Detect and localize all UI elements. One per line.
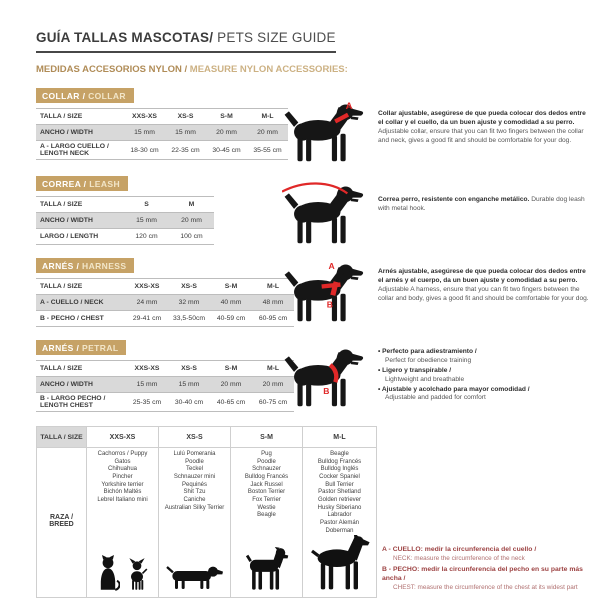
petral-cell: 25-35 cm xyxy=(126,393,168,412)
note-chest-en: CHEST: measure the circumference of the chest at its widest part xyxy=(393,583,578,591)
collar-row-label: A - LARGO CUELLO / LENGTH NECK xyxy=(36,141,124,160)
petral-size-header: XXS-XS xyxy=(126,361,168,377)
leash-badge-en: LEASH xyxy=(89,179,121,189)
petral-col-header: TALLA / SIZE xyxy=(36,361,126,377)
collar-size-header: S-M xyxy=(206,109,247,125)
leash-size-header: M xyxy=(169,197,214,213)
harness-size-header: M-L xyxy=(252,279,294,295)
harness-marker-b: B xyxy=(326,299,333,310)
collar-cell: 18-30 cm xyxy=(124,141,165,160)
leash-description xyxy=(378,196,592,214)
page-title-en: PETS SIZE GUIDE xyxy=(213,30,336,45)
collar-size-header: XS-S xyxy=(165,109,206,125)
page-title-es: GUÍA TALLAS MASCOTAS/ xyxy=(36,30,214,45)
petral-cell: 30-40 cm xyxy=(168,393,210,412)
harness-cell: 40-59 cm xyxy=(210,311,252,327)
petral-feature-en: Perfect for obedience training xyxy=(385,356,472,364)
petral-cell: 60-75 cm xyxy=(252,393,294,412)
labrador-collar-icon xyxy=(282,100,368,164)
leash-section-badge xyxy=(36,176,128,191)
collar-desc-es: Collar ajustable, asegúrese de que pueda colocar dos dedos entre el collar y el cuello, da un buen ajuste y comodidad a su perro. xyxy=(378,110,586,126)
harness-size-header: XS-S xyxy=(168,279,210,295)
collar-desc-en: Adjustable collar, ensure that you can fit two fingers between the collar and neck, gives a good fit and should be comfortable for your dog. xyxy=(378,127,584,144)
cat-icon xyxy=(96,555,120,591)
leash-dog-illustration xyxy=(282,182,368,246)
page-subtitle-en: MEASURE NYLON ACCESSORIES: xyxy=(189,64,348,75)
collar-section-badge xyxy=(36,88,134,103)
harness-marker-a: A xyxy=(328,260,335,271)
breed-size-table xyxy=(36,426,377,598)
petral-feature xyxy=(378,386,592,404)
leash-cell: 100 cm xyxy=(169,229,214,245)
collar-dog-illustration xyxy=(282,100,368,164)
collar-col-header: TALLA / SIZE xyxy=(36,109,124,125)
harness-cell: 48 mm xyxy=(252,295,294,311)
harness-cell: 32 mm xyxy=(168,295,210,311)
petral-size-header: M-L xyxy=(252,361,294,377)
petral-cell: 20 mm xyxy=(252,377,294,393)
petral-feature xyxy=(378,367,592,385)
collar-cell: 15 mm xyxy=(124,125,165,141)
breed-list-m-l: Beagle Bulldog Francés Bulldog Inglés Cocker Spaniel Bull Terrier Pastor Shetland Golden retriever Husky Siberiano Labrador Pastor Alemán Doberman xyxy=(317,451,362,534)
petral-features xyxy=(378,348,592,404)
petral-feature-es: • Ligero y transpirable / xyxy=(378,367,592,376)
leash-col-header: TALLA / SIZE xyxy=(36,197,124,213)
collar-cell: 15 mm xyxy=(165,125,206,141)
petral-feature-es: • Perfecto para adiestramiento / xyxy=(378,348,592,357)
leash-desc-en: Durable dog leash with metal hook. xyxy=(378,196,585,212)
petral-cell: 15 mm xyxy=(126,377,168,393)
breed-cell-xs-s xyxy=(159,448,231,598)
collar-size-header: XXS-XS xyxy=(124,109,165,125)
breed-list-s-m: Pug Poodle Schnauzer Bulldog Francés Jack Russel Boston Terrier Fox Terrier Westie Beagle xyxy=(244,451,289,519)
note-neck-en: NECK: measure the circumference of the neck xyxy=(393,554,525,562)
labrador-harness-icon xyxy=(282,258,368,326)
leash-cell: 20 mm xyxy=(169,213,214,229)
harness-cell: 40 mm xyxy=(210,295,252,311)
measuring-notes xyxy=(382,546,598,595)
petral-marker-b: B xyxy=(323,386,330,397)
page-subtitle-es: MEDIDAS ACCESORIOS NYLON / xyxy=(36,64,190,75)
breed-size-header: XS-S xyxy=(159,427,231,448)
collar-size-table xyxy=(36,108,288,160)
page-title xyxy=(36,30,336,53)
petral-feature xyxy=(378,348,592,366)
page-subtitle xyxy=(36,64,348,75)
petral-row-label: ANCHO / WIDTH xyxy=(36,377,126,393)
collar-size-header: M-L xyxy=(247,109,288,125)
petral-dog-illustration xyxy=(282,342,368,412)
petral-size-header: S-M xyxy=(210,361,252,377)
petral-feature-es: • Ajustable y acolchado para mayor comodidad / xyxy=(378,386,592,395)
collar-badge-es: COLLAR / xyxy=(42,91,89,101)
petral-badge-es: ARNÉS / xyxy=(42,343,83,353)
leash-size-table xyxy=(36,196,214,245)
collar-badge-en: COLLAR xyxy=(88,91,126,101)
leash-cell: 120 cm xyxy=(124,229,169,245)
harness-row-label: B - PECHO / CHEST xyxy=(36,311,126,327)
collar-description xyxy=(378,110,592,146)
breed-row-label: RAZA / BREED xyxy=(49,513,74,528)
breed-cell-m-l xyxy=(303,448,377,598)
harness-cell: 29-41 cm xyxy=(126,311,168,327)
schnauzer-icon xyxy=(245,547,289,591)
collar-cell: 30-45 cm xyxy=(206,141,247,160)
petral-badge-en: PETRAL xyxy=(82,343,119,353)
breed-list-xxs-xs: Cachorros / Puppy Gatos Chihuahua Pincher Yorkshire terrier Bichón Maltés Lebrel Italiano mini xyxy=(97,451,148,504)
collar-cell: 22-35 cm xyxy=(165,141,206,160)
leash-size-header: S xyxy=(124,197,169,213)
harness-cell: 33,5-50cm xyxy=(168,311,210,327)
petral-cell: 40-65 cm xyxy=(210,393,252,412)
harness-size-header: XXS-XS xyxy=(126,279,168,295)
breed-size-header: S-M xyxy=(231,427,303,448)
collar-cell: 20 mm xyxy=(206,125,247,141)
harness-section-badge xyxy=(36,258,134,273)
leash-badge-es: CORREA / xyxy=(42,179,90,189)
breed-cell-xxs-xs xyxy=(87,448,159,598)
harness-description xyxy=(378,268,592,304)
petral-feature-en: Lightweight and breathable xyxy=(385,375,465,383)
labrador-petral-icon xyxy=(282,342,368,412)
leash-row-label: ANCHO / WIDTH xyxy=(36,213,124,229)
breed-size-header: XXS-XS xyxy=(87,427,159,448)
harness-badge-es: ARNÉS / xyxy=(42,261,83,271)
petral-size-header: XS-S xyxy=(168,361,210,377)
collar-cell: 20 mm xyxy=(247,125,288,141)
note-chest-es: B - PECHO: medir la circunferencia del pecho en su parte más ancha / xyxy=(382,566,583,582)
harness-dog-illustration xyxy=(282,258,368,326)
collar-cell: 35-55 cm xyxy=(247,141,288,160)
labrador-leash-icon xyxy=(282,182,368,246)
petral-cell: 15 mm xyxy=(168,377,210,393)
chihuahua-icon xyxy=(125,558,149,591)
collar-marker-a: A xyxy=(345,100,353,112)
harness-desc-en: Adjustable A harness, ensure that you can fit two fingers between the collar and body, gives a good fit and should be comfortable for your dog. xyxy=(378,285,589,302)
harness-row-label: A - CUELLO / NECK xyxy=(36,295,126,311)
harness-badge-en: HARNESS xyxy=(82,261,127,271)
harness-col-header: TALLA / SIZE xyxy=(36,279,126,295)
petral-cell: 20 mm xyxy=(210,377,252,393)
harness-cell: 24 mm xyxy=(126,295,168,311)
dachshund-icon xyxy=(166,563,224,591)
leash-desc-es: Correa perro, resistente con enganche metálico. xyxy=(378,196,530,203)
doberman-icon xyxy=(310,535,370,591)
collar-row-label: ANCHO / WIDTH xyxy=(36,125,124,141)
breed-size-header: M-L xyxy=(303,427,377,448)
note-neck-es: A - CUELLO: medir la circunferencia del cuello / xyxy=(382,546,537,553)
petral-section-badge xyxy=(36,340,126,355)
petral-feature-en: Adjustable and padded for comfort xyxy=(385,394,486,402)
petral-row-label: B - LARGO PECHO / LENGTH CHEST xyxy=(36,393,126,412)
harness-desc-es: Arnés ajustable, asegúrese de que pueda colocar dos dedos entre el arnés y el cuerpo, da un buen ajuste y comodidad a su perro. xyxy=(378,268,586,284)
leash-cell: 15 mm xyxy=(124,213,169,229)
breed-list-xs-s: Lulú Pomerania Poodle Teckel Schnauzer mini Pequinés Shit Tzu Caniche Australian Silky Terrier xyxy=(164,451,225,511)
breed-row-label-cell xyxy=(37,448,87,598)
breed-cell-s-m xyxy=(231,448,303,598)
petral-size-table xyxy=(36,360,294,412)
breed-col-header: TALLA / SIZE xyxy=(37,427,87,448)
leash-row-label: LARGO / LENGTH xyxy=(36,229,124,245)
harness-size-header: S-M xyxy=(210,279,252,295)
harness-size-table xyxy=(36,278,294,327)
harness-cell: 60-95 cm xyxy=(252,311,294,327)
